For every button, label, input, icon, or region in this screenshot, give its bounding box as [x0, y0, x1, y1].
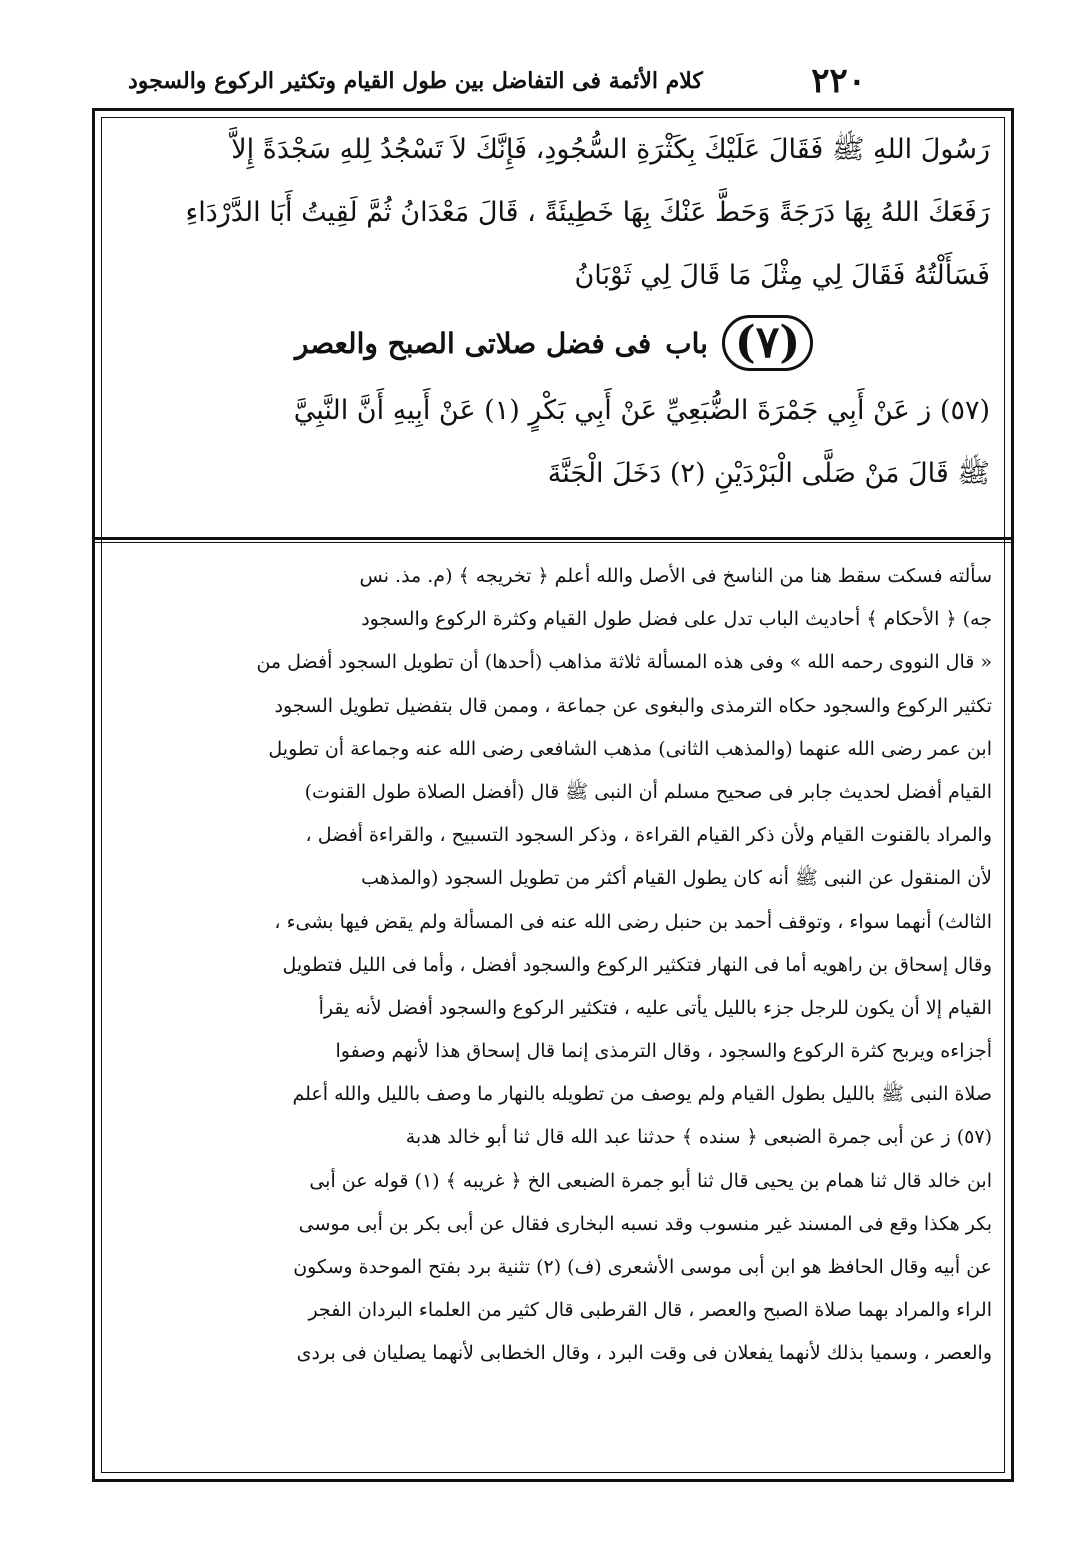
commentary-line: بكر هكذا وقع فى المسند غير منسوب وقد نسبه البخارى فقال عن أبى بكر بن أبى موسى	[298, 1212, 992, 1235]
commentary-line: القيام إلا أن يكون للرجل جزء بالليل يأتى عليه ، فتكثير الركوع والسجود أفضل لأنه يقرأ	[318, 996, 992, 1019]
commentary-line: (٥٧) ز عن أبى جمرة الضبعى ﴿ سنده ﴾ حدثنا عبد الله قال ثنا أبو خالد هدبة	[405, 1126, 992, 1149]
commentary-section	[116, 555, 992, 1376]
section-divider	[92, 537, 1014, 543]
hadith-text-line: رَفَعَكَ اللهُ بِهَا دَرَجَةً وَحَطَّ عَنْكَ بِهَا خَطِيئَةً ، قَالَ مَعْدَانُ ثُمَّ لَقِيتُ أَبَا الدَّرْدَاءِ	[185, 197, 990, 228]
commentary-line: ابن عمر رضى الله عنهما (والمذهب الثانى) مذهب الشافعى رضى الله عنه وجماعة أن تطويل	[268, 737, 992, 760]
commentary-line: أجزاءه ويربح كثرة الركوع والسجود ، وقال الترمذى إنما قال إسحاق هذا لأنهم وصفوا	[335, 1040, 992, 1063]
commentary-line: والعصر ، وسميا بذلك لأنهما يفعلان فى وقت البرد ، وقال الخطابى لأنهما يصليان فى بردى	[296, 1342, 992, 1365]
commentary-line: جه) ﴿ الأحكام ﴾ أحاديث الباب تدل على فضل طول القيام وكثرة الركوع والسجود	[361, 608, 992, 631]
commentary-line: الثالث) أنهما سواء ، وتوقف أحمد بن حنبل رضى الله عنه فى المسألة ولم يقض فيها بشىء ،	[274, 910, 992, 933]
commentary-line: صلاة النبى ﷺ بالليل بطول القيام ولم يوصف من تطويله بالنهار ما وصف بالليل والله أعلم	[292, 1083, 992, 1106]
hadith-section	[118, 118, 990, 505]
hadith-text-line: رَسُولَ اللهِ ﷺ فَقَالَ عَلَيْكَ بِكَثْرَةِ السُّجُودِ، فَإِنَّكَ لاَ تَسْجُدُ لِلهِ سَجْدَةً إِلاَّ	[231, 134, 990, 165]
commentary-line: القيام أفضل لحديث جابر فى صحيح مسلم أن النبى ﷺ قال (أفضل الصلاة طول القنوت)	[304, 780, 992, 803]
chapter-label: باب	[665, 326, 708, 360]
chapter-title: فى فضل صلاتى الصبح والعصر	[294, 326, 652, 360]
running-title: كلام الأئمة فى التفاضل بين طول القيام وتكثير الركوع والسجود	[128, 68, 703, 94]
commentary-line: سألته فسكت سقط هنا من الناسخ فى الأصل والله أعلم ﴿ تخريجه ﴾ (م. مذ. نس	[359, 565, 992, 587]
hadith-text-line: ﷺ قَالَ مَنْ صَلَّى الْبَرْدَيْنِ (٢) دَخَلَ الْجَنَّةَ	[547, 458, 990, 489]
commentary-line: لأن المنقول عن النبى ﷺ أنه كان يطول القيام أكثر من تطويل السجود (والمذهب	[361, 867, 992, 890]
commentary-line: عن أبيه وقال الحافظ هو ابن أبى موسى الأشعرى (ف) (٢) تثنية برد بفتح الموحدة وسكون	[293, 1256, 992, 1278]
page-number: ٢٢٠	[811, 61, 866, 101]
commentary-line: ابن خالد قال ثنا همام بن يحيى قال ثنا أبو جمرة الضبعى الخ ﴿ غريبه ﴾ (١) قوله عن أبى	[309, 1169, 992, 1192]
commentary-line: « قال النووى رحمه الله » وفى هذه المسألة ثلاثة مذاهب (أحدها) أن تطويل السجود أفضل من	[256, 651, 992, 674]
chapter-number: (٧)	[722, 315, 813, 371]
page-header	[128, 55, 866, 107]
commentary-line: وقال إسحاق بن راهويه أما فى النهار فتكثير الركوع والسجود أفضل ، وأما فى الليل فتطويل	[282, 953, 992, 976]
commentary-line: تكثير الركوع والسجود حكاه الترمذى والبغوى عن جماعة ، وممن قال بتفضيل تطويل السجود	[274, 694, 992, 717]
hadith-text-line: فَسَأَلْتُهُ فَقَالَ لِي مِثْلَ مَا قَالَ لِي ثَوْبَانُ	[574, 260, 990, 291]
hadith-text-line: (٥٧) ز عَنْ أَبِي جَمْرَةَ الضُّبَعِيِّ عَنْ أَبِي بَكْرٍ (١) عَنْ أَبِيهِ أَنَّ النَّبِيَّ	[293, 395, 990, 426]
commentary-line: والمراد بالقنوت القيام ولأن ذكر القيام القراءة ، وذكر السجود التسبيح ، والقراءة أفضل ،	[305, 824, 992, 847]
chapter-heading	[118, 307, 990, 379]
commentary-line: الراء والمراد بهما صلاة الصبح والعصر ، قال القرطبى قال كثير من العلماء البردان الفجر	[308, 1299, 992, 1322]
